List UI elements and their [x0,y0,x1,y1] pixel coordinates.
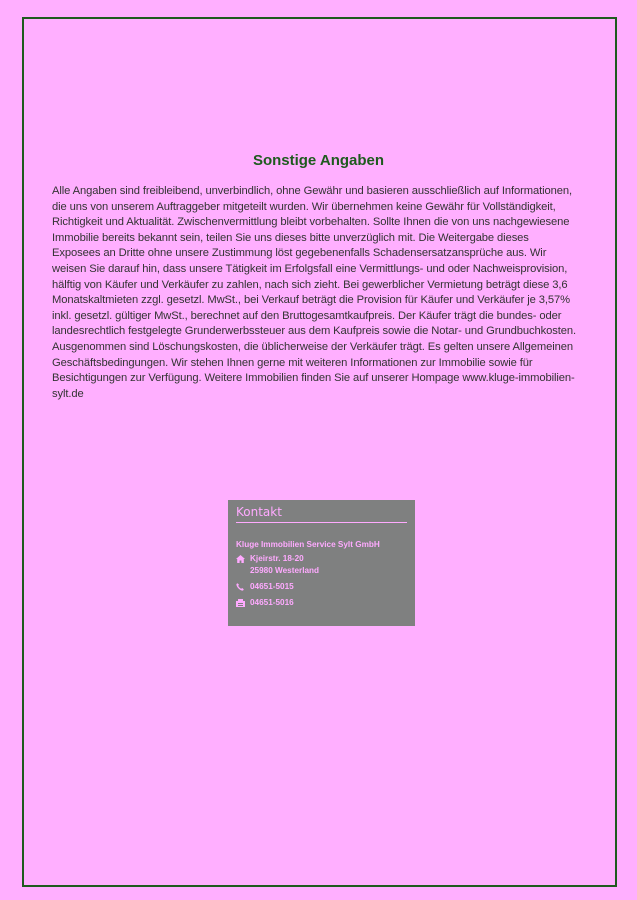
address-street: Kjeirstr. 18-20 [250,554,304,563]
page-border [22,17,617,887]
fax-icon [236,597,250,607]
address-city: 25980 Westerland [250,566,320,575]
contact-heading: Kontakt [236,505,407,523]
phone-icon [236,581,250,591]
fax-row [236,597,407,609]
phone-number[interactable]: 04651-5015 [250,582,294,591]
address-row [236,553,407,577]
home-icon [236,553,250,563]
address [250,553,319,577]
contact-box [228,500,415,626]
section-title: Sonstige Angaben [252,152,385,169]
phone-row [236,581,407,593]
company-name: Kluge Immobilien Service Sylt GmbH [236,540,380,549]
fax-number[interactable]: 04651-5016 [250,598,294,607]
disclaimer-text: Alle Angaben sind freibleibend, unverbindlich, ohne Gewähr und basieren ausschließlich auf Informationen, die uns von unserem Auftraggeber mitgeteilt wurden. Wir übernehmen keine Gewähr für Vollständigkeit, Richtigkeit und Aktualität. Zwischenvermittlung bleibt vorbehalten. Sollte Ihnen die von uns nachgewiesene Immobilie bereits bekannt sein, teilen Sie uns dieses bitte unverzüglich mit. Die Weitergabe dieses Exposees an Dritte ohne unsere Zustimmung löst gegebenenfalls Schadensersatzansprüche aus. Wir weisen Sie darauf hin, dass unsere Tätigkeit im Erfolgsfall eine Vermittlungs- und oder Nachweisprovision, hälftig von Käufer und Verkäufer zu zahlen, nach sich zieht. Bei gewerblicher Vermietung beträgt diese 3,6 Monatskaltmieten zzgl. gesetzl. MwSt., bei Verkauf beträgt die Provision für Käufer und Verkäufer je 3,57% inkl. gesetzl. gültiger MwSt., berechnet auf den Bruttogesamtkaufpreis. Der Käufer trägt die bundes- oder landesrechtlich festgelegte Grunderwerbssteuer aus dem Kaufpreis sowie die Notar- und Grundbuchkosten. Ausgenommen sind Löschungskosten, die üblicherweise der Verkäufer trägt. Es gelten unsere Allgemeinen Geschäftsbedingungen. Wir stehen Ihnen gerne mit weiteren Informationen zur Immobilie sowie für Besichtigungen zur Verfügung. Weitere Immobilien finden Sie auf unserer Hompage www.kluge-immobilien-sylt.de [52,185,576,400]
